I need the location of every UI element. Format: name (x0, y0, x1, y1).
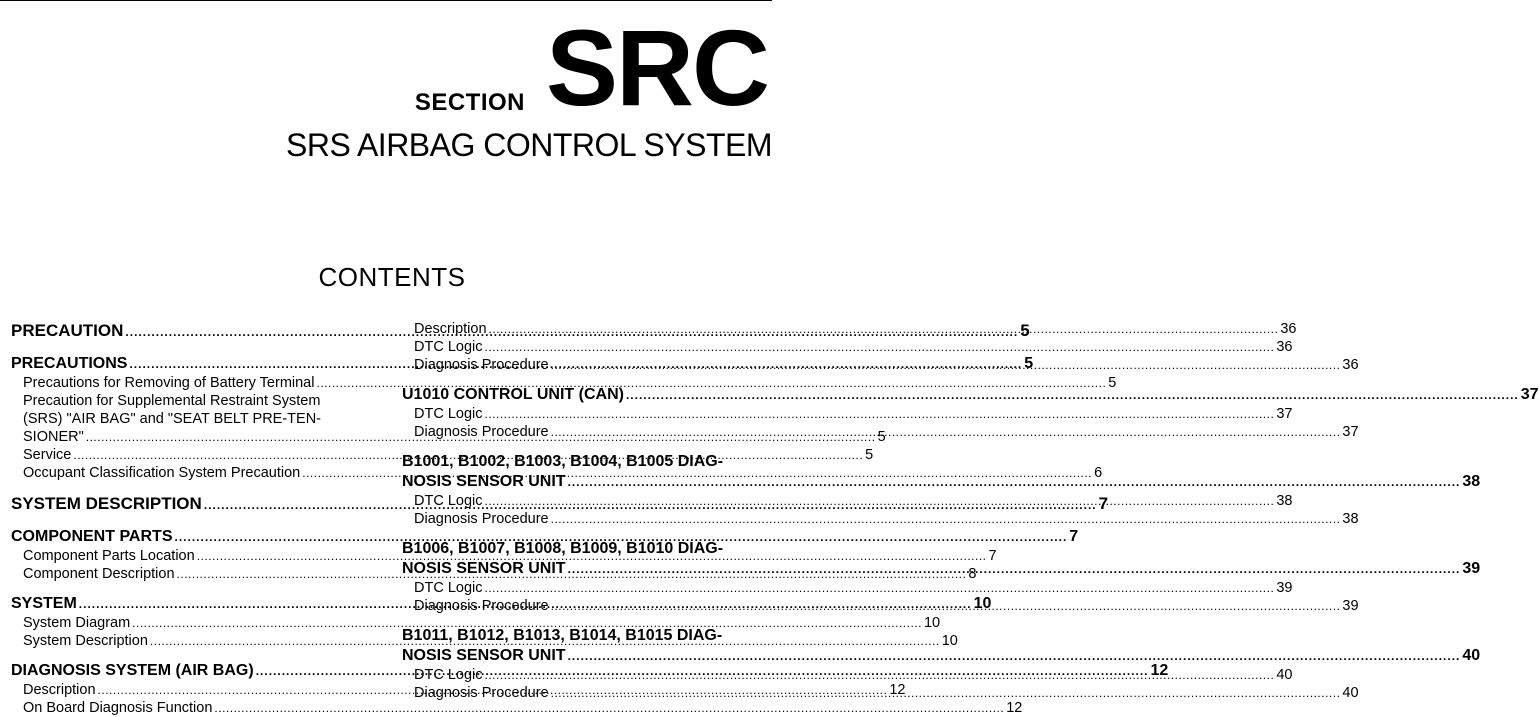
toc-entry-precautions[interactable]: PRECAUTIONS ..... 5 (11, 354, 378, 374)
toc-entry-dtc-logic[interactable]: DTC Logic ..... 36 (402, 338, 769, 356)
toc-entry-battery-terminal[interactable]: Precautions for Removing of Battery Terminal ..... 5 (11, 374, 378, 392)
contents-heading: CONTENTS (318, 262, 466, 292)
toc-entry-b1006[interactable]: B1006, B1007, B1008, B1009, B1010 DIAG- NOSIS SENSOR UNIT ..... 39 (402, 539, 769, 579)
header-rule (0, 0, 772, 1)
toc-entry-system[interactable]: SYSTEM ..... 10 (11, 594, 378, 614)
toc-entry-component-parts-location[interactable]: Component Parts Location ..... 7 (11, 547, 378, 565)
toc-entry-component-parts[interactable]: COMPONENT PARTS ..... 7 (11, 527, 378, 547)
toc-entry-diagnosis-procedure[interactable]: Diagnosis Procedure ..... 36 (402, 356, 769, 374)
toc-entry-service[interactable]: Service ..... 5 (11, 446, 378, 464)
section-code: SRC (545, 7, 768, 128)
toc-entry-b1011[interactable]: B1011, B1012, B1013, B1014, B1015 DIAG- NOSIS SENSOR UNIT ..... 40 (402, 626, 769, 666)
toc-entry-b1001[interactable]: B1001, B1002, B1003, B1004, B1005 DIAG- NOSIS SENSOR UNIT ..... 38 (402, 452, 769, 492)
toc-entry-u1010-dtc-logic[interactable]: DTC Logic ..... 37 (402, 405, 769, 423)
toc-entry-b1011-dtc-logic[interactable]: DTC Logic ..... 40 (402, 666, 769, 684)
toc-entry-occupant-classification[interactable]: Occupant Classification System Precaution ..... 6 (11, 464, 378, 482)
toc-entry-b1001-dtc-logic[interactable]: DTC Logic ..... 38 (402, 492, 769, 510)
toc-entry-system-description-sub[interactable]: System Description ..... 10 (11, 632, 378, 650)
toc-entry-component-description[interactable]: Component Description ..... 8 (11, 565, 378, 583)
toc-entry-b1006-dtc-logic[interactable]: DTC Logic ..... 39 (402, 579, 769, 597)
toc-entry-diagnosis-description[interactable]: Description ..... 12 (11, 681, 378, 699)
section-label: SECTION (414, 89, 525, 116)
toc-entry-b1001-diagnosis-procedure[interactable]: Diagnosis Procedure ..... 38 (402, 510, 769, 528)
toc-entry-diagnosis-system[interactable]: DIAGNOSIS SYSTEM (AIR BAG) ..... 12 (11, 661, 378, 681)
toc-entry-description[interactable]: Description ..... 36 (402, 320, 769, 338)
toc-entry-on-board-diagnosis[interactable]: On Board Diagnosis Function ..... 12 (11, 699, 378, 717)
toc-entry-u1010[interactable]: U1010 CONTROL UNIT (CAN) ..... 37 (402, 385, 769, 405)
toc-entry-srs-precaution[interactable]: Precaution for Supplemental Restraint System (SRS) "AIR BAG" and "SEAT BELT PRE-TEN- SIONER" ..... 5 (11, 392, 378, 446)
toc-entry-system-diagram[interactable]: System Diagram ..... 10 (11, 614, 378, 632)
toc-entry-precaution[interactable]: PRECAUTION ..... 5 (11, 320, 378, 343)
toc-entry-b1006-diagnosis-procedure[interactable]: Diagnosis Procedure ..... 39 (402, 597, 769, 615)
toc-entry-b1011-diagnosis-procedure[interactable]: Diagnosis Procedure ..... 40 (402, 684, 769, 702)
toc-entry-system-description[interactable]: SYSTEM DESCRIPTION ..... 7 (11, 493, 378, 516)
section-title: SRS AIRBAG CONTROL SYSTEM (286, 127, 772, 163)
toc-entry-u1010-diagnosis-procedure[interactable]: Diagnosis Procedure ..... 37 (402, 423, 769, 441)
